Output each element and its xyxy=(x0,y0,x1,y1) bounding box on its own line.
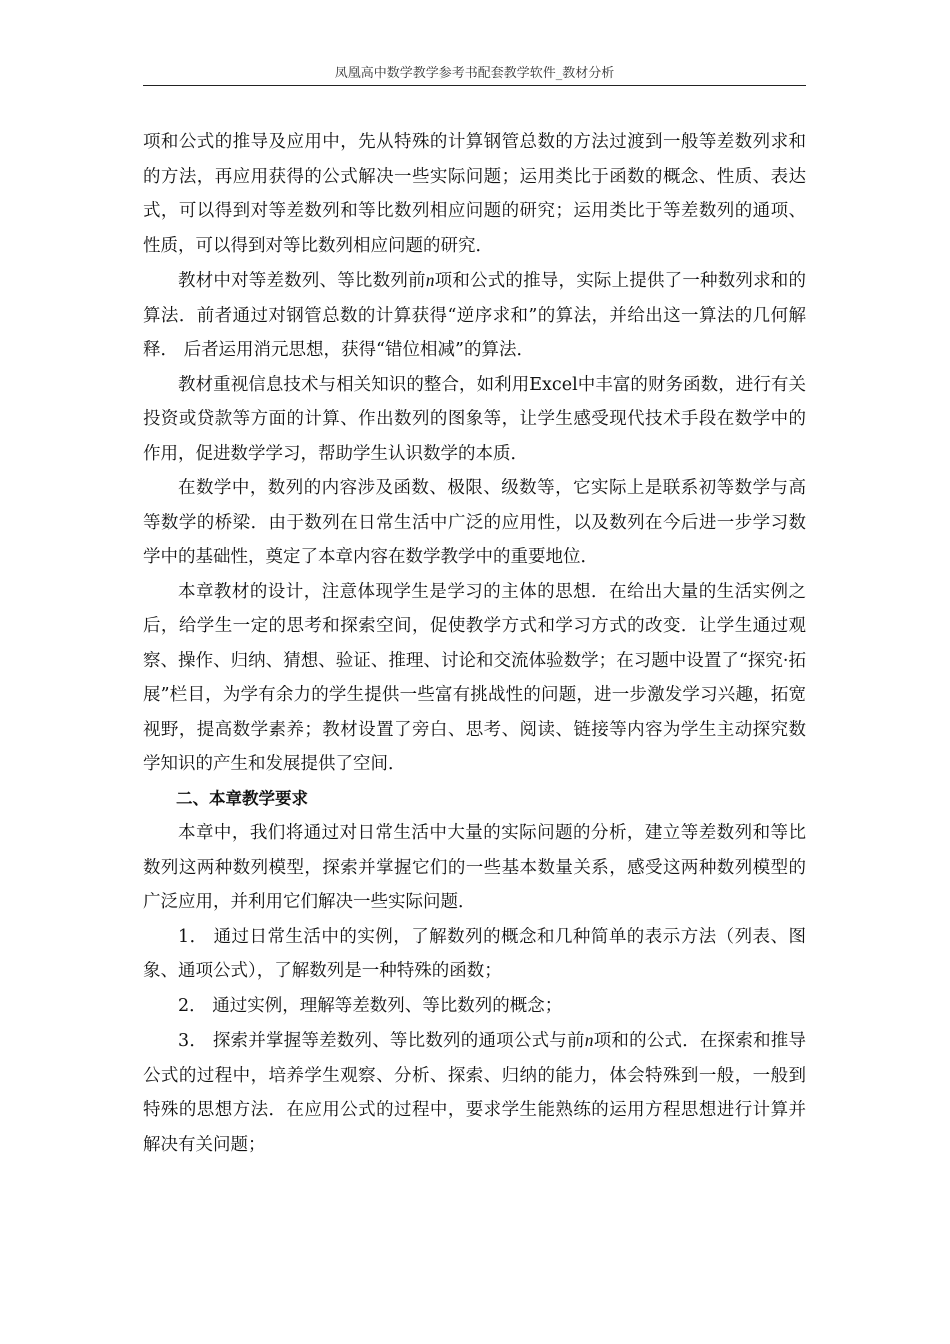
paragraph-2-part-b: 项和公式的推导，实际上提供了一种数列求和的算法．前者通过对钢管总数的计算获得“逆序求和”的算法，并给出这一算法的几何解释． 后者运用消元思想，获得“错位相减”的算法． xyxy=(143,271,807,360)
paragraph-2 xyxy=(143,263,806,368)
paragraph-4: 在数学中，数列的内容涉及函数、极限、级数等，它实际上是联系初等数学与高等数学的桥梁．由于数列在日常生活中广泛的应用性，以及数列在今后进一步学习数学中的基础性，奠定了本章内容在数学教学中的重要地位． xyxy=(143,478,806,567)
body-text xyxy=(143,125,806,1162)
list-item-3 xyxy=(143,1023,806,1162)
section-heading: 二、本章教学要求 xyxy=(176,788,308,808)
paragraph-3: 教材重视信息技术与相关知识的整合，如利用Excel中丰富的财务函数，进行有关投资或贷款等方面的计算、作出数列的图象等，让学生感受现代技术手段在数学中的作用，促进数学学习，帮助学生认识数学的本质． xyxy=(143,374,806,464)
paragraph-6: 本章中，我们将通过对日常生活中大量的实际问题的分析，建立等差数列和等比数列这两种数列模型，探索并掌握它们的一些基本数量关系，感受这两种数列模型的广泛应用，并利用它们解决一些实际问题． xyxy=(143,823,806,912)
list-item-1: 1． 通过日常生活中的实例，了解数列的概念和几种简单的表示方法（列表、图象、通项公式），了解数列是一种特殊的函数； xyxy=(143,926,806,981)
paragraph-5: 本章教材的设计，注意体现学生是学习的主体的思想．在给出大量的生活实例之后，给学生一定的思考和探索空间，促使教学方式和学习方式的改变．让学生通过观察、操作、归纳、猜想、验证、推理、讨论和交流体验数学；在习题中设置了“探究·拓展”栏目，为学有余力的学生提供一些富有挑战性的问题，进一步激发学习兴趣，拓宽视野，提高数学素养；教材设置了旁白、思考、阅读、链接等内容为学生主动探究数学知识的产生和发展提供了空间． xyxy=(143,581,806,774)
header-rule xyxy=(143,85,806,86)
paragraph-2-part-a: 教材中对等差数列、等比数列前 xyxy=(178,271,426,291)
variable-n: n xyxy=(584,1030,594,1050)
list-item-3-part-a: 3． 探索并掌握等差数列、等比数列的通项公式与前 xyxy=(178,1031,585,1051)
list-item-2: 2． 通过实例，理解等差数列、等比数列的概念； xyxy=(178,995,563,1016)
running-header: 凤凰高中数学教学参考书配套教学软件_教材分析 xyxy=(334,66,615,81)
list-item-3-part-b: 项和的公式．在探索和推导公式的过程中，培养学生观察、分析、探索、归纳的能力，体会特殊到一般，一般到特殊的思想方法．在应用公式的过程中，要求学生能熟练的运用方程思想进行计算并解决有关问题； xyxy=(143,1031,806,1155)
variable-n: n xyxy=(425,270,435,290)
paragraph-1: 项和公式的推导及应用中，先从特殊的计算钢管总数的方法过渡到一般等差数列求和的方法，再应用获得的公式解决一些实际问题；运用类比于函数的概念、性质、表达式，可以得到对等差数列和等比数列相应问题的研究；运用类比于等差数列的通项、性质，可以得到对等比数列相应问题的研究． xyxy=(143,132,806,256)
